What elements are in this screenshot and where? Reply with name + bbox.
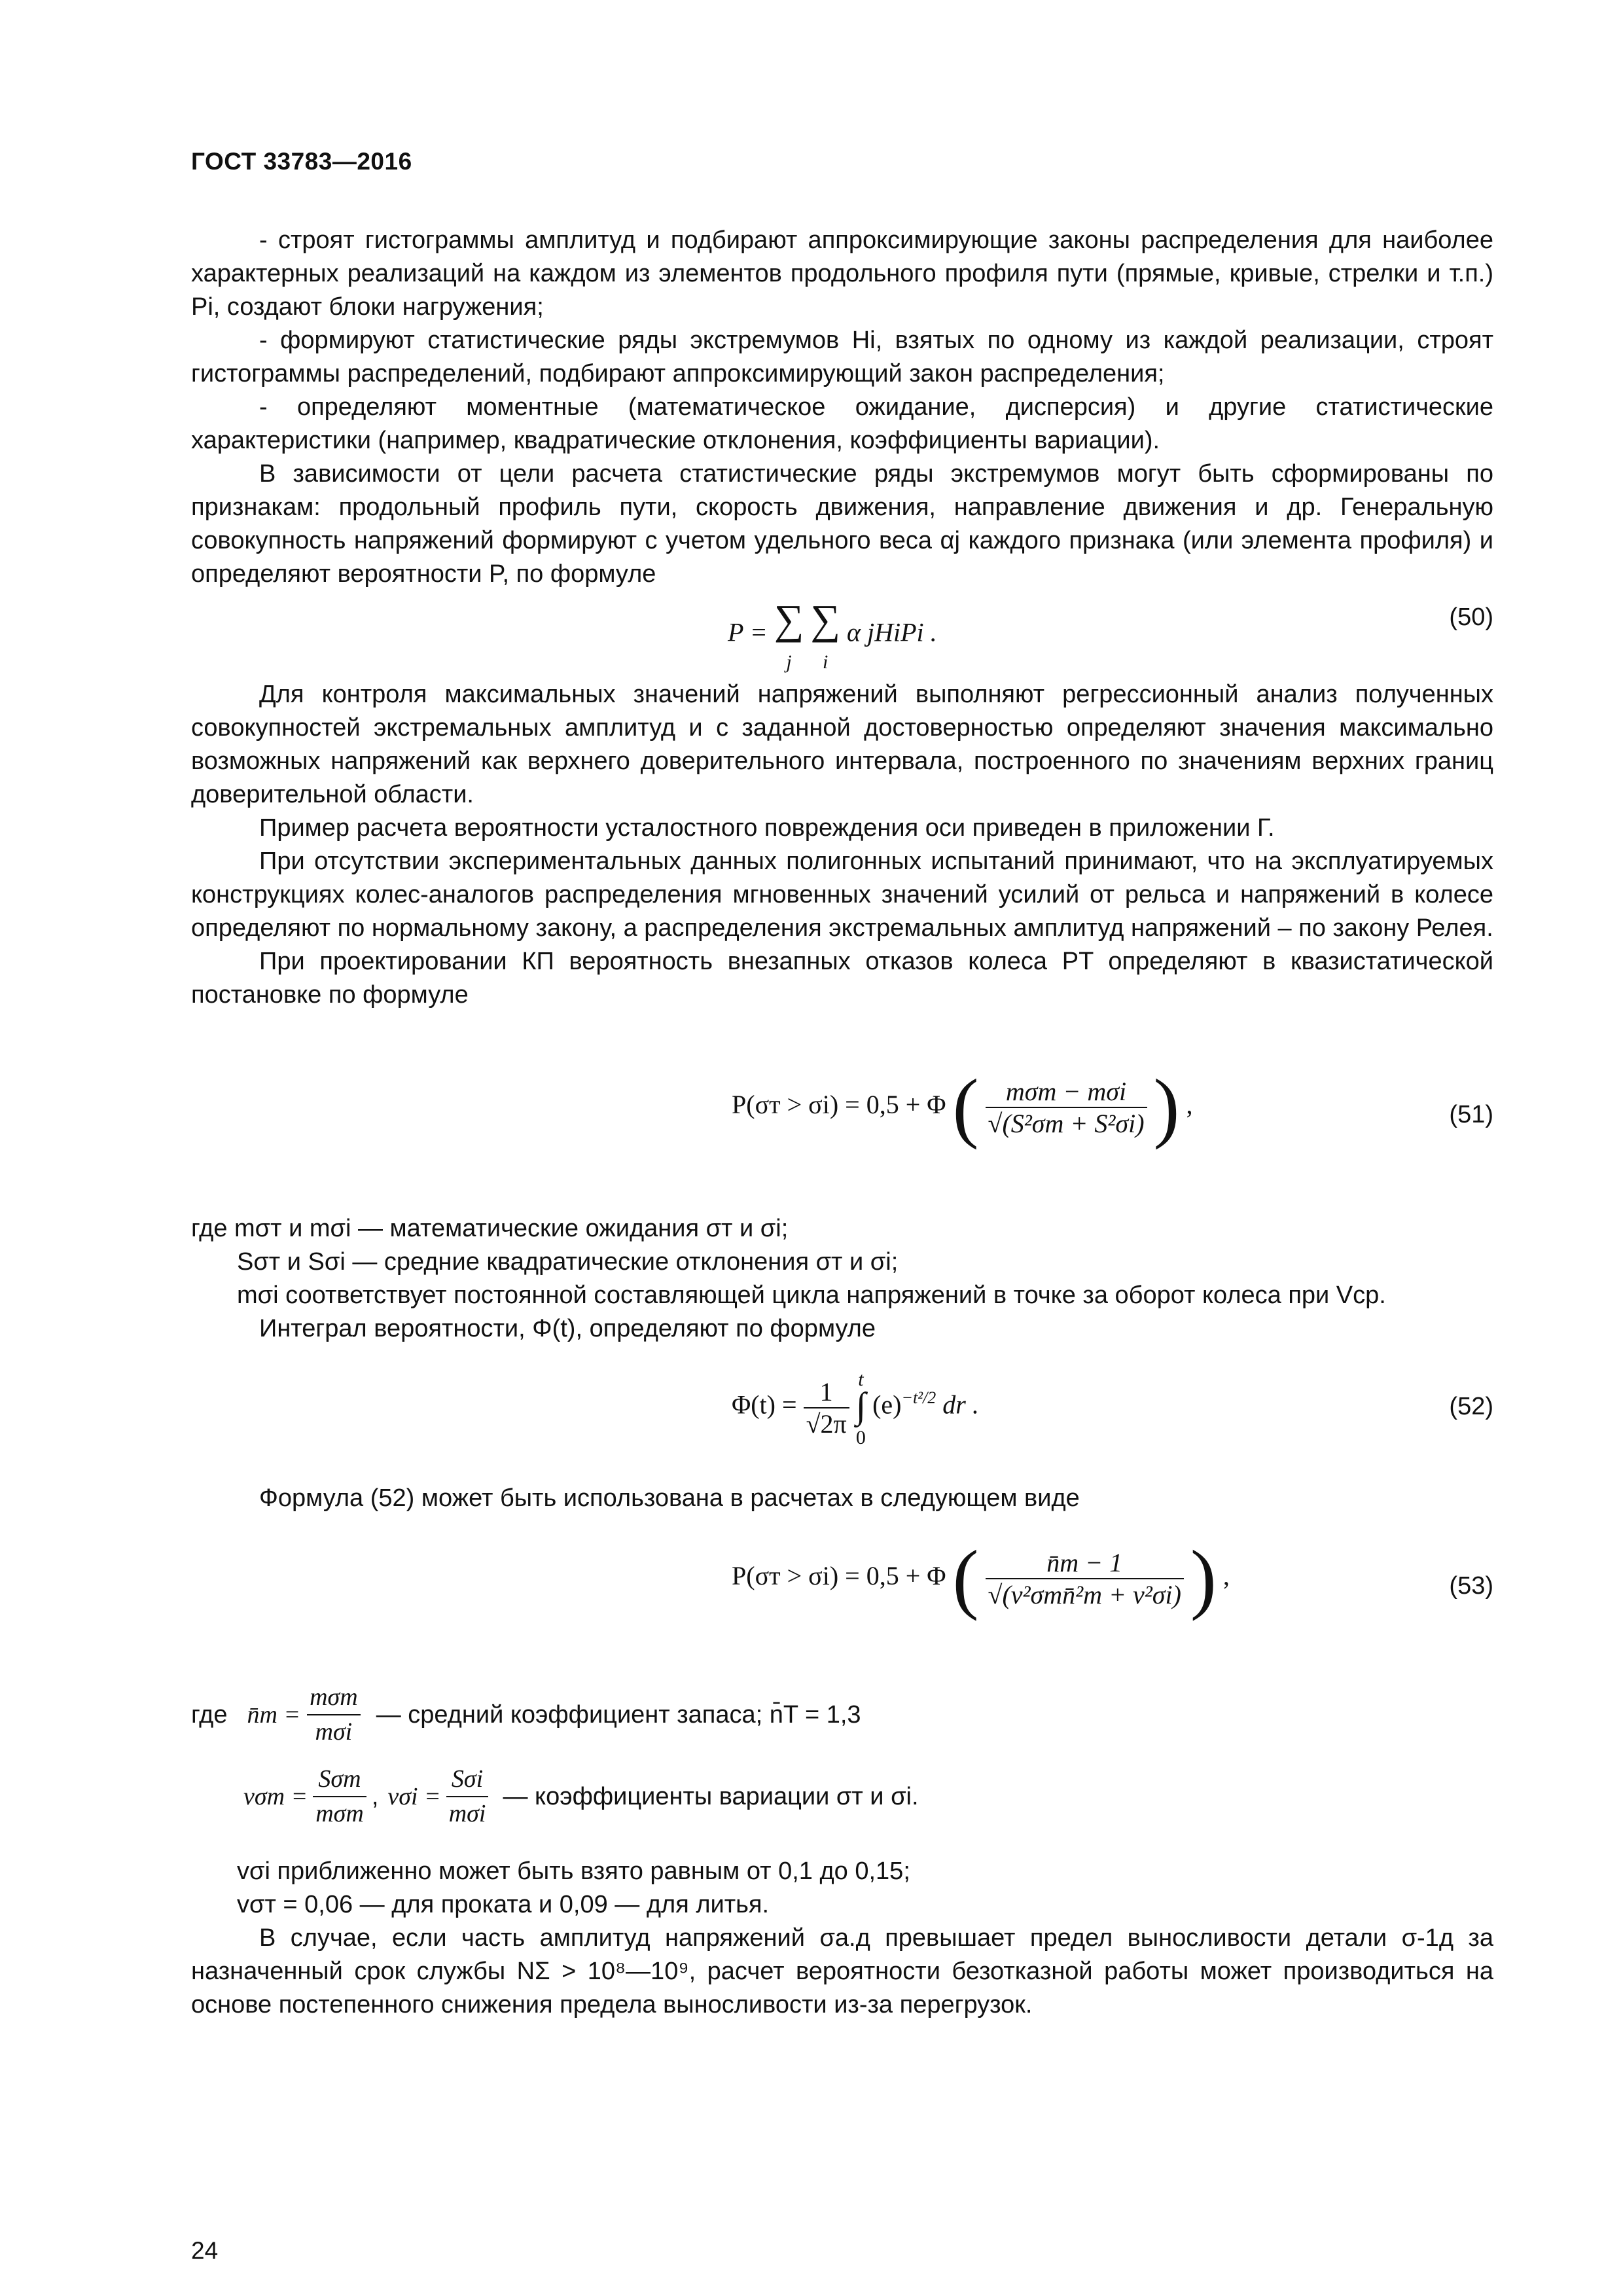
- document-header: ГОСТ 33783—2016: [191, 148, 412, 175]
- v-lhs-1: vσт =: [243, 1782, 308, 1810]
- numerator: Sσт: [318, 1765, 361, 1793]
- text-block-1: [191, 224, 1493, 591]
- paragraph: vσi приближенно может быть взято равным от 0,1 до 0,15;: [237, 1857, 910, 1885]
- paragraph: Для контроля максимальных значений напряжений выполняют регрессионный анализ полученных совокупностей экстремальных амплитуд и с заданной достоверностью определяют значения максимально возможных напряжений как верхнего доверительного интервала, построенного по значениям верхних границ доверительной области.: [191, 681, 1493, 808]
- paragraph: В зависимости от цели расчета статистические ряды экстремумов могут быть сформированы по признакам: продольный профиль пути, скорость движения, направление движения и др. Генеральную совокупность напряжений формируют с учетом удельного веса αj каждого признака (или элемента профиля) и определяют вероятности P, по формуле: [191, 460, 1493, 588]
- paragraph: - формируют статистические ряды экстремумов Hi, взятых по одному из каждой реализации, строят гистограммы распределений, подбирают аппроксимирующий закон распределения;: [191, 327, 1493, 387]
- v-separator: ,: [371, 1782, 379, 1810]
- integral-upper: t: [858, 1369, 864, 1390]
- denominator: mσi: [446, 1796, 489, 1831]
- equation-number: (51): [1449, 1101, 1493, 1128]
- paragraph: - строят гистограммы амплитуд и подбирают аппроксимирующие законы распределения для наиболее характерных реализаций на каждом из элементов продольного профиля пути (прямые, кривые, стрелки и т.п.) Pi, создают блоки нагружения;: [191, 226, 1493, 321]
- exponent: −t²/2: [901, 1388, 936, 1408]
- where-lead: где: [191, 1700, 228, 1729]
- nt-fraction: [307, 1681, 361, 1749]
- formula-body: α jHiPi .: [846, 617, 937, 647]
- integral-sign: ∫: [855, 1386, 866, 1426]
- numerator: mσт − mσi: [1005, 1076, 1127, 1106]
- formula-tail: ,: [1222, 1561, 1230, 1590]
- paragraph: При отсутствии экспериментальных данных полигонных испытаний принимают, что на эксплуатируемых конструкциях колес-аналогов распределения мгновенных значений усилий от рельса и напряжений в колесе определяют по нормальному закону, а распределения экстремальных амплитуд напряжений – по закону Релея.: [191, 848, 1493, 942]
- sum-symbol: ∑: [810, 596, 840, 643]
- sum-index: j: [786, 651, 792, 673]
- denominator: √(v²σтn̄²т + v²σi): [986, 1578, 1184, 1610]
- formula-lhs: Φ(t) =: [732, 1390, 797, 1420]
- denominator: √(S²σт + S²σi): [986, 1107, 1147, 1139]
- text-block-3: [191, 1482, 1493, 1515]
- v-fraction-1: [313, 1763, 366, 1831]
- v-fraction-2: [446, 1763, 489, 1831]
- equation-number: (50): [1449, 603, 1493, 631]
- definition-line: где mσт и mσi — математические ожидания σт и σi;: [191, 1215, 789, 1242]
- text-block-4: [191, 1855, 1493, 2022]
- left-paren: (: [952, 1063, 979, 1150]
- differential: dr .: [942, 1390, 979, 1420]
- definition-line: Интеграл вероятности, Φ(t), определяют по формуле: [259, 1315, 876, 1342]
- right-paren: ): [1190, 1534, 1217, 1621]
- equation-number: (52): [1449, 1393, 1493, 1420]
- numerator: mσт: [310, 1683, 358, 1711]
- where-block-51: [191, 1212, 1493, 1346]
- definition-line: Sσт и Sσi — средние квадратические отклонения σт и σi;: [237, 1248, 899, 1276]
- integral-lower: 0: [855, 1427, 866, 1448]
- formula-lhs: P(σт > σi) = 0,5 + Φ: [732, 1090, 946, 1119]
- paragraph: При проектировании КП вероятность внезапных отказов колеса PT определяют в квазистатической постановке по формуле: [191, 948, 1493, 1009]
- numerator: 1: [819, 1376, 833, 1407]
- nt-text: — средний коэффициент запаса; n̄T = 1,3: [376, 1700, 861, 1729]
- formula-51: [191, 1054, 1493, 1172]
- paragraph: - определяют моментные (математическое ожидание, дисперсия) и другие статистические характеристики (например, квадратические отклонения, коэффициенты вариации).: [191, 393, 1493, 454]
- v-text: — коэффициенты вариации σт и σi.: [503, 1782, 919, 1810]
- formula-lhs: P(σт > σi) = 0,5 + Φ: [732, 1561, 946, 1590]
- fraction: [986, 1547, 1184, 1610]
- paragraph: В случае, если часть амплитуд напряжений σа.д превышает предел выносливости детали σ-1д за назначенный срок службы NΣ > 10⁸—10⁹, расчет вероятности безотказной работы может производиться на основе постепенного снижения предела выносливости из-за перегрузок.: [191, 1924, 1493, 2018]
- sum-index: i: [822, 651, 829, 673]
- denominator: mσт: [313, 1796, 366, 1831]
- where-block-53: [191, 1676, 1493, 1839]
- denominator: √2π: [804, 1407, 849, 1439]
- equation-number: (53): [1449, 1572, 1493, 1600]
- formula-53: [191, 1525, 1493, 1643]
- paragraph: vσт = 0,06 — для проката и 0,09 — для литья.: [237, 1891, 770, 1918]
- numerator: Sσi: [451, 1765, 484, 1793]
- sum-symbol: ∑: [774, 596, 804, 643]
- v-lhs-2: vσi =: [387, 1782, 441, 1810]
- formula-lhs: P =: [728, 617, 768, 647]
- denominator: mσi: [307, 1714, 361, 1749]
- right-paren: ): [1153, 1063, 1180, 1150]
- numerator: n̄т − 1: [1046, 1547, 1123, 1577]
- paragraph: Формула (52) может быть использована в расчетах в следующем виде: [259, 1484, 1080, 1512]
- formula-52: [191, 1355, 1493, 1466]
- paragraph: Пример расчета вероятности усталостного повреждения оси приведен в приложении Г.: [259, 814, 1275, 842]
- text-block-2: [191, 678, 1493, 1012]
- fraction: [986, 1076, 1147, 1139]
- left-paren: (: [952, 1534, 979, 1621]
- page-number: 24: [191, 2237, 219, 2264]
- integrand: (e): [872, 1390, 902, 1420]
- fraction: [804, 1376, 849, 1439]
- nt-lhs: n̄т =: [247, 1700, 301, 1729]
- formula-50: [191, 589, 1493, 673]
- definition-line: mσi соответствует постоянной составляющей цикла напряжений в точке за оборот колеса при Vср.: [237, 1282, 1386, 1309]
- formula-tail: ,: [1186, 1090, 1193, 1119]
